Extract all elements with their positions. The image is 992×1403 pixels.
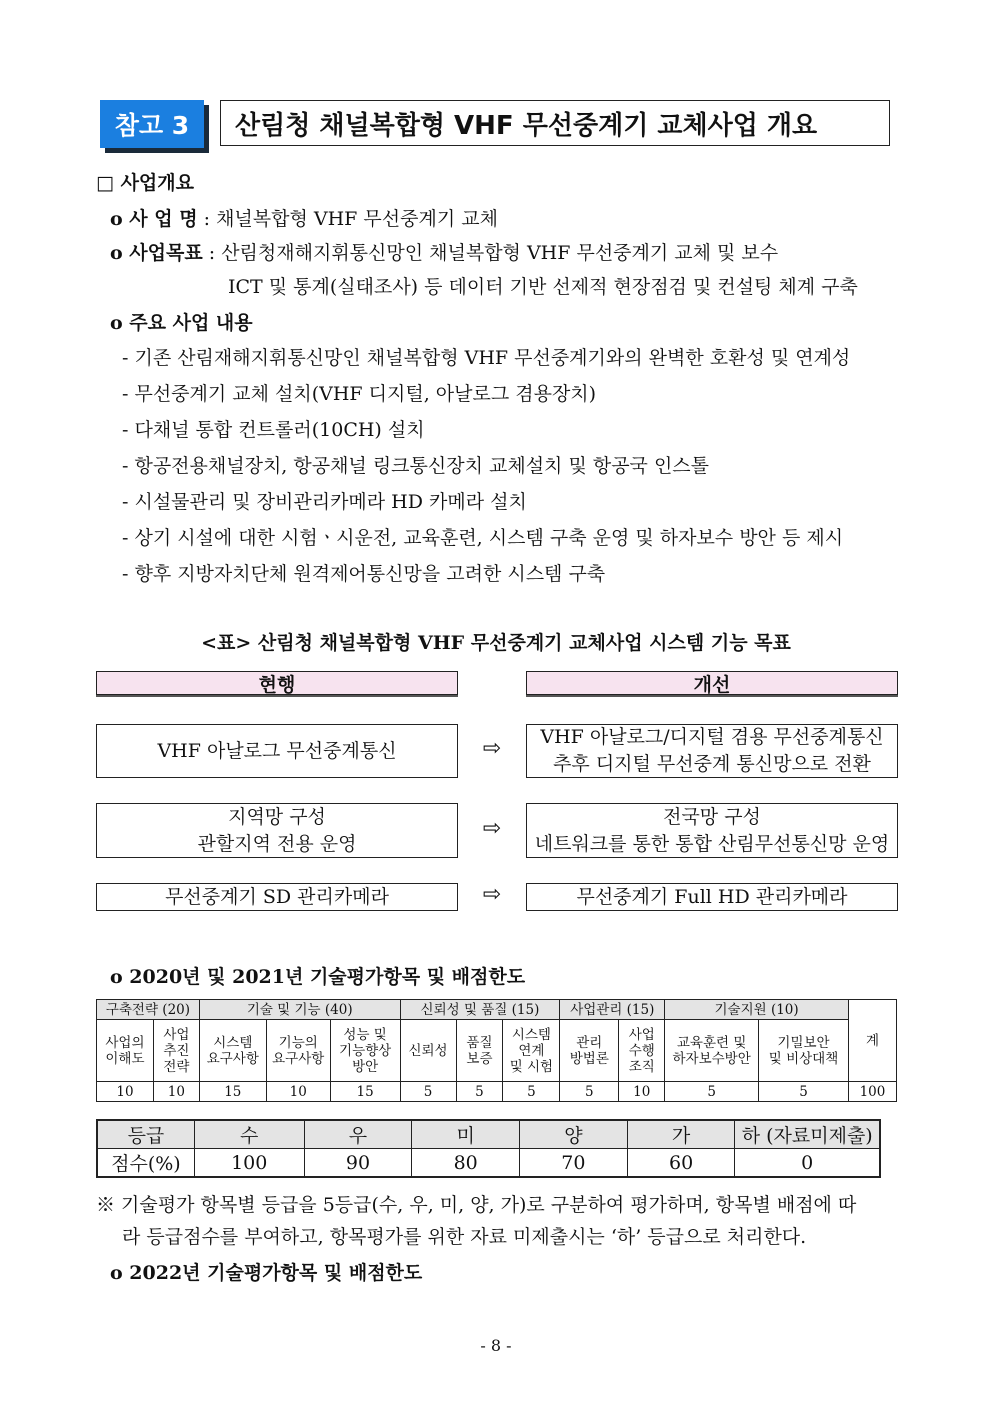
project-goal-label: ο 사업목표 [110, 242, 203, 264]
score-cell: 5 [400, 1082, 456, 1102]
current-text: VHF 아날로그 무선중계통신 [157, 739, 397, 762]
score-cell: 10 [619, 1082, 665, 1102]
grade-label: 등급 [97, 1120, 194, 1149]
group-header: 사업관리 (15) [560, 1000, 665, 1020]
score-cell: 5 [456, 1082, 503, 1102]
score-cell: 70 [520, 1149, 628, 1178]
sub-header: 신뢰성 [400, 1020, 456, 1082]
score-cell: 10 [97, 1082, 154, 1102]
content-item: - 시설물관리 및 장비관리카메라 HD 카메라 설치 [122, 491, 527, 513]
current-box [96, 883, 458, 911]
current-text: 지역망 구성 [228, 805, 326, 828]
score-cell: 100 [848, 1082, 896, 1102]
right-arrow-icon: ⇨ [482, 736, 502, 761]
improved-box [526, 803, 898, 858]
improved-header: 개선 [526, 671, 898, 695]
group-header: 신뢰성 및 품질 (15) [400, 1000, 560, 1020]
grade-cell: 수 [194, 1120, 304, 1149]
sub-header: 성능 및 기능향상 방안 [330, 1020, 400, 1082]
note-line-1: ※ 기술평가 항목별 등급을 5등급(수, 우, 미, 양, 가)로 구분하여 평가하며, 항목별 배점에 따 [96, 1194, 857, 1216]
eval-2022-heading: ο 2022년 기술평가항목 및 배점한도 [110, 1262, 423, 1284]
eval-2020-heading: ο 2020년 및 2021년 기술평가항목 및 배점한도 [110, 966, 526, 988]
project-name [110, 204, 498, 231]
improved-text: 네트워크를 통한 통합 산림무선통신망 운영 [534, 832, 890, 855]
improved-box [526, 724, 898, 778]
project-goal-value-2: ICT 및 통계(실태조사) 등 데이터 기반 선제적 현장점검 및 컨설팅 체계 구축 [228, 276, 858, 298]
group-header: 구축전략 (20) [97, 1000, 200, 1020]
content-item: - 향후 지방자치단체 원격제어통신망을 고려한 시스템 구축 [122, 563, 606, 585]
score-cell: 90 [304, 1149, 412, 1178]
sub-header: 기밀보안 및 비상대책 [759, 1020, 849, 1082]
diagram-caption: <표> 산림청 채널복합형 VHF 무선중계기 교체사업 시스템 기능 목표 [201, 632, 791, 654]
sub-header: 시스템 연계 및 시험 [503, 1020, 560, 1082]
improved-text: 무선중계기 Full HD 관리카메라 [576, 885, 848, 908]
improved-text: 추후 디지털 무선중계 통신망으로 전환 [553, 753, 871, 775]
score-cell: 80 [412, 1149, 520, 1178]
grade-cell: 가 [627, 1120, 735, 1149]
sub-header: 시스템 요구사항 [199, 1020, 266, 1082]
content-item: - 다채널 통합 컨트롤러(10CH) 설치 [122, 419, 425, 441]
eval-2020-table [96, 999, 897, 1102]
score-cell: 10 [266, 1082, 330, 1102]
sub-header: 사업 수행 조직 [619, 1020, 665, 1082]
score-cell: 100 [194, 1149, 304, 1178]
grade-cell: 미 [412, 1120, 520, 1149]
grade-cell: 우 [304, 1120, 412, 1149]
group-header: 기술 및 기능 (40) [199, 1000, 400, 1020]
current-box [96, 803, 458, 858]
content-item: - 상기 시설에 대한 시험ㆍ시운전, 교육훈련, 시스템 구축 운영 및 하자보수 방안 등 제시 [122, 527, 844, 549]
project-goal [110, 238, 778, 265]
score-cell: 5 [560, 1082, 619, 1102]
grade-cell: 양 [520, 1120, 628, 1149]
total-header: 계 [848, 1000, 896, 1082]
score-cell: 5 [665, 1082, 759, 1102]
score-cell: 15 [199, 1082, 266, 1102]
improved-text: VHF 아날로그/디지털 겸용 무선중계통신 [540, 726, 884, 748]
current-box [96, 724, 458, 778]
improved-box [526, 883, 898, 911]
content-item: - 무선중계기 교체 설치(VHF 디지털, 아날로그 겸용장치) [122, 383, 597, 405]
main-content-label: ο 주요 사업 내용 [110, 312, 253, 334]
current-header: 현행 [96, 671, 458, 695]
right-arrow-icon: ⇨ [482, 816, 502, 841]
page-title: 산림청 채널복합형 VHF 무선중계기 교체사업 개요 [220, 100, 890, 146]
current-text: 무선중계기 SD 관리카메라 [165, 885, 389, 908]
grade-table [96, 1119, 881, 1178]
sub-header: 사업의 이해도 [97, 1020, 154, 1082]
score-cell: 60 [627, 1149, 735, 1178]
score-cell: 0 [735, 1149, 880, 1178]
content-item: - 기존 산림재해지휘통신망인 채널복합형 VHF 무선중계기와의 완벽한 호환성 및 연계성 [122, 347, 851, 369]
project-goal-value-1: : 산림청재해지휘통신망인 채널복합형 VHF 무선중계기 교체 및 보수 [208, 242, 779, 264]
grade-cell: 하 (자료미제출) [735, 1120, 880, 1149]
sub-header: 관리 방법론 [560, 1020, 619, 1082]
score-cell: 15 [330, 1082, 400, 1102]
content-item: - 항공전용채널장치, 항공채널 링크통신장치 교체설치 및 항공국 인스톨 [122, 455, 710, 477]
reference-badge: 참고 3 [100, 100, 204, 148]
sub-header: 사업 추진 전략 [153, 1020, 199, 1082]
sub-header: 기능의 요구사항 [266, 1020, 330, 1082]
sub-header: 교육훈련 및 하자보수방안 [665, 1020, 759, 1082]
project-name-label: ο 사 업 명 [110, 208, 198, 230]
score-label: 점수(%) [97, 1149, 194, 1178]
note-line-2: 라 등급점수를 부여하고, 항목평가를 위한 자료 미제출시는 ‘하’ 등급으로 처리한다. [122, 1226, 807, 1248]
section-heading: □ 사업개요 [96, 172, 194, 194]
group-header: 기술지원 (10) [665, 1000, 849, 1020]
score-cell: 10 [153, 1082, 199, 1102]
sub-header: 품질 보증 [456, 1020, 503, 1082]
score-cell: 5 [759, 1082, 849, 1102]
current-text: 관할지역 전용 운영 [197, 832, 357, 855]
score-cell: 5 [503, 1082, 560, 1102]
right-arrow-icon: ⇨ [482, 882, 502, 907]
page-number: - 8 - [480, 1336, 512, 1355]
project-name-value: : 채널복합형 VHF 무선중계기 교체 [203, 208, 498, 230]
improved-text: 전국망 구성 [663, 805, 761, 828]
